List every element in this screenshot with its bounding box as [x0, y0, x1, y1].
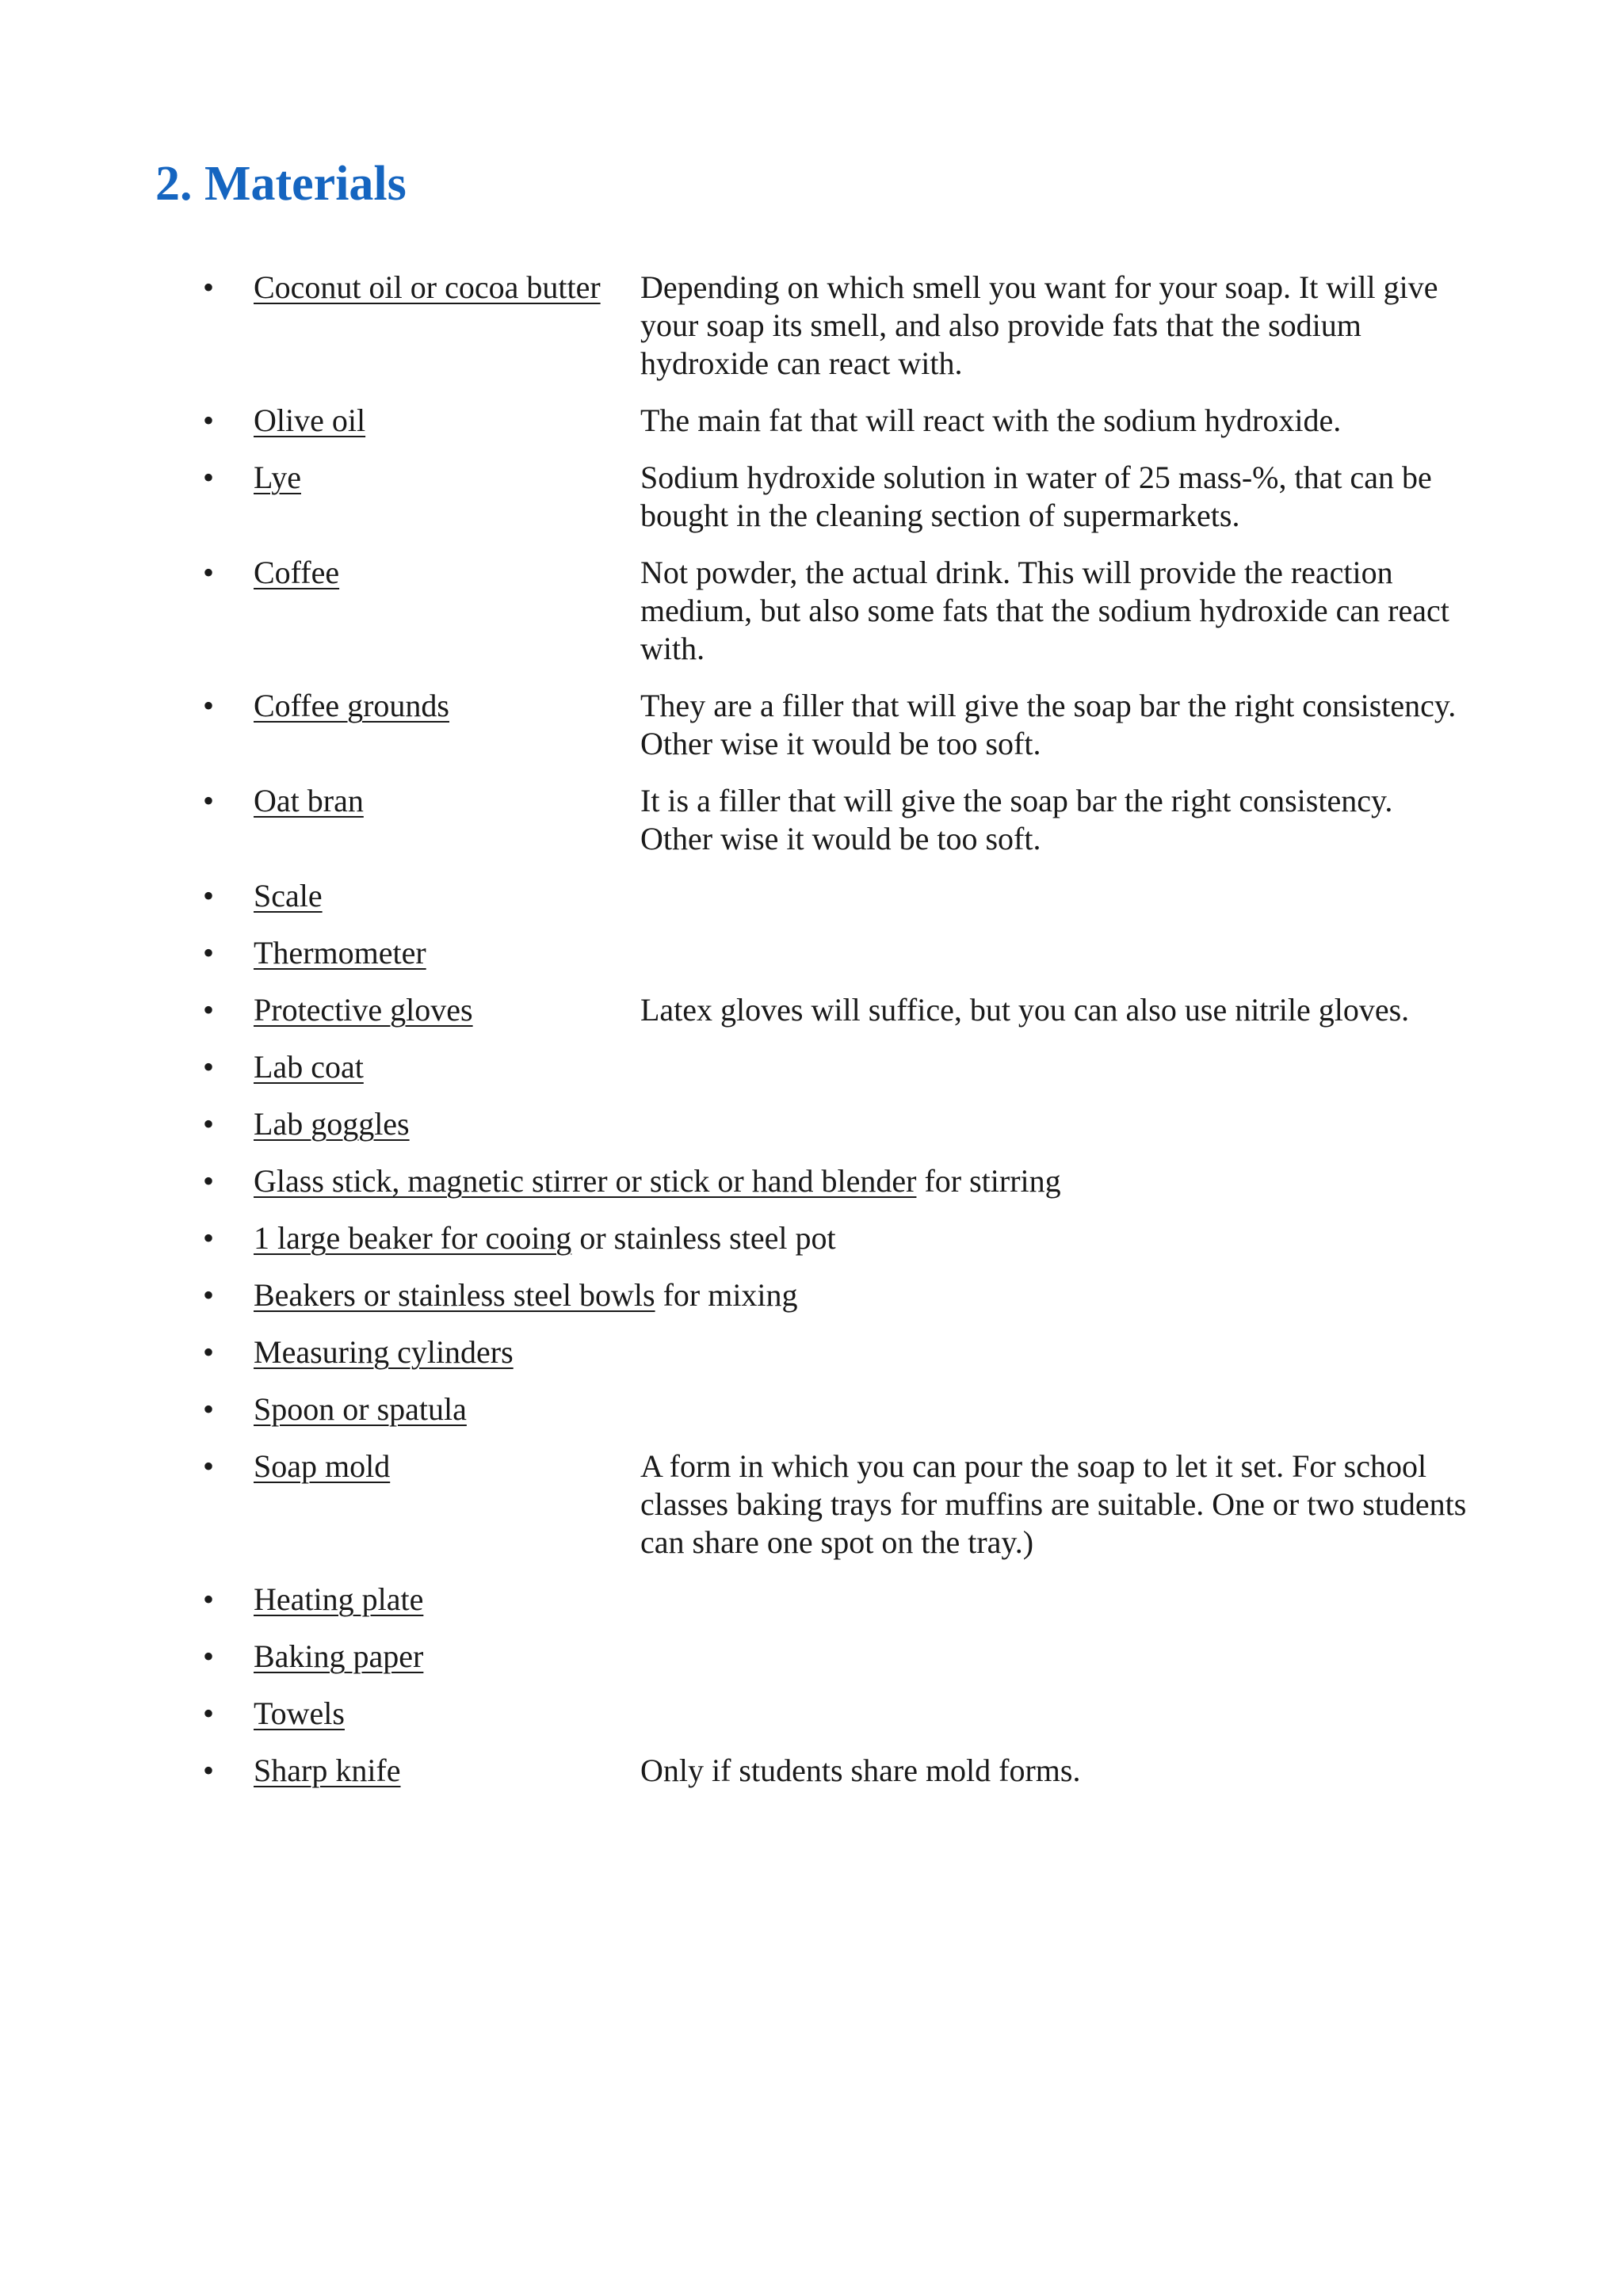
item-term: Spoon or spatula — [254, 1391, 467, 1427]
section-heading: 2. Materials — [155, 157, 407, 211]
bullet: • — [203, 1220, 215, 1256]
item-term: Heating plate — [254, 1581, 424, 1617]
bullet: • — [203, 935, 215, 971]
item-description: A form in which you can pour the soap to let it set. For school classes baking trays for muffins are suitable. One or two students can share one spot on the tray.) — [640, 1448, 1467, 1560]
bullet: • — [203, 1638, 215, 1674]
item-description: The main fat that will react with the sodium hydroxide. — [640, 402, 1342, 438]
item-description: They are a filler that will give the soap bar the right consistency. Other wise it would be too soft. — [640, 688, 1457, 761]
bullet: • — [203, 878, 215, 913]
item-term: Baking paper — [254, 1638, 424, 1674]
bullet: • — [203, 402, 215, 438]
bullet: • — [203, 1391, 215, 1427]
item-description: It is a filler that will give the soap bar the right consistency. Other wise it would be too soft. — [640, 783, 1393, 856]
item-term: Sharp knife — [254, 1753, 401, 1788]
item-term: Soap mold — [254, 1448, 391, 1484]
bullet: • — [203, 1334, 215, 1370]
item-term: Glass stick, magnetic stirrer or stick or hand blender for stirring — [254, 1163, 1061, 1199]
bullet: • — [203, 1581, 215, 1617]
item-term: Coconut oil or cocoa butter — [254, 269, 601, 305]
bullet: • — [203, 1448, 215, 1484]
bullet: • — [203, 1277, 215, 1313]
item-term: Lab goggles — [254, 1106, 410, 1142]
item-term: Lab coat — [254, 1049, 364, 1085]
bullet: • — [203, 688, 215, 723]
item-term: Scale — [254, 878, 323, 913]
bullet: • — [203, 460, 215, 495]
bullet: • — [203, 1753, 215, 1788]
item-term: Protective gloves — [254, 992, 473, 1028]
item-description: Only if students share mold forms. — [640, 1753, 1081, 1788]
item-term: Towels — [254, 1695, 345, 1731]
item-description: Latex gloves will suffice, but you can also use nitrile gloves. — [640, 992, 1410, 1028]
bullet: • — [203, 269, 215, 305]
bullet: • — [203, 1049, 215, 1085]
bullet: • — [203, 783, 215, 818]
item-term: Measuring cylinders — [254, 1334, 514, 1370]
item-term: Coffee — [254, 555, 340, 590]
bullet: • — [203, 992, 215, 1028]
item-description: Sodium hydroxide solution in water of 25 mass-%, that can be bought in the cleaning section of supermarkets. — [640, 460, 1432, 533]
item-term: Beakers or stainless steel bowls for mixing — [254, 1277, 798, 1313]
bullet: • — [203, 1163, 215, 1199]
item-term: Coffee grounds — [254, 688, 449, 723]
bullet: • — [203, 555, 215, 590]
bullet: • — [203, 1106, 215, 1142]
item-term: Oat bran — [254, 783, 364, 818]
bullet: • — [203, 1695, 215, 1731]
item-term: Lye — [254, 460, 301, 495]
item-term: 1 large beaker for cooing or stainless steel pot — [254, 1220, 836, 1256]
item-description: Depending on which smell you want for your soap. It will give your soap its smell, and also provide fats that the sodium hydroxide can react with. — [640, 269, 1438, 381]
item-term: Thermometer — [254, 935, 426, 971]
item-description: Not powder, the actual drink. This will provide the reaction medium, but also some fats that the sodium hydroxide can react with. — [640, 555, 1449, 666]
item-term: Olive oil — [254, 402, 366, 438]
